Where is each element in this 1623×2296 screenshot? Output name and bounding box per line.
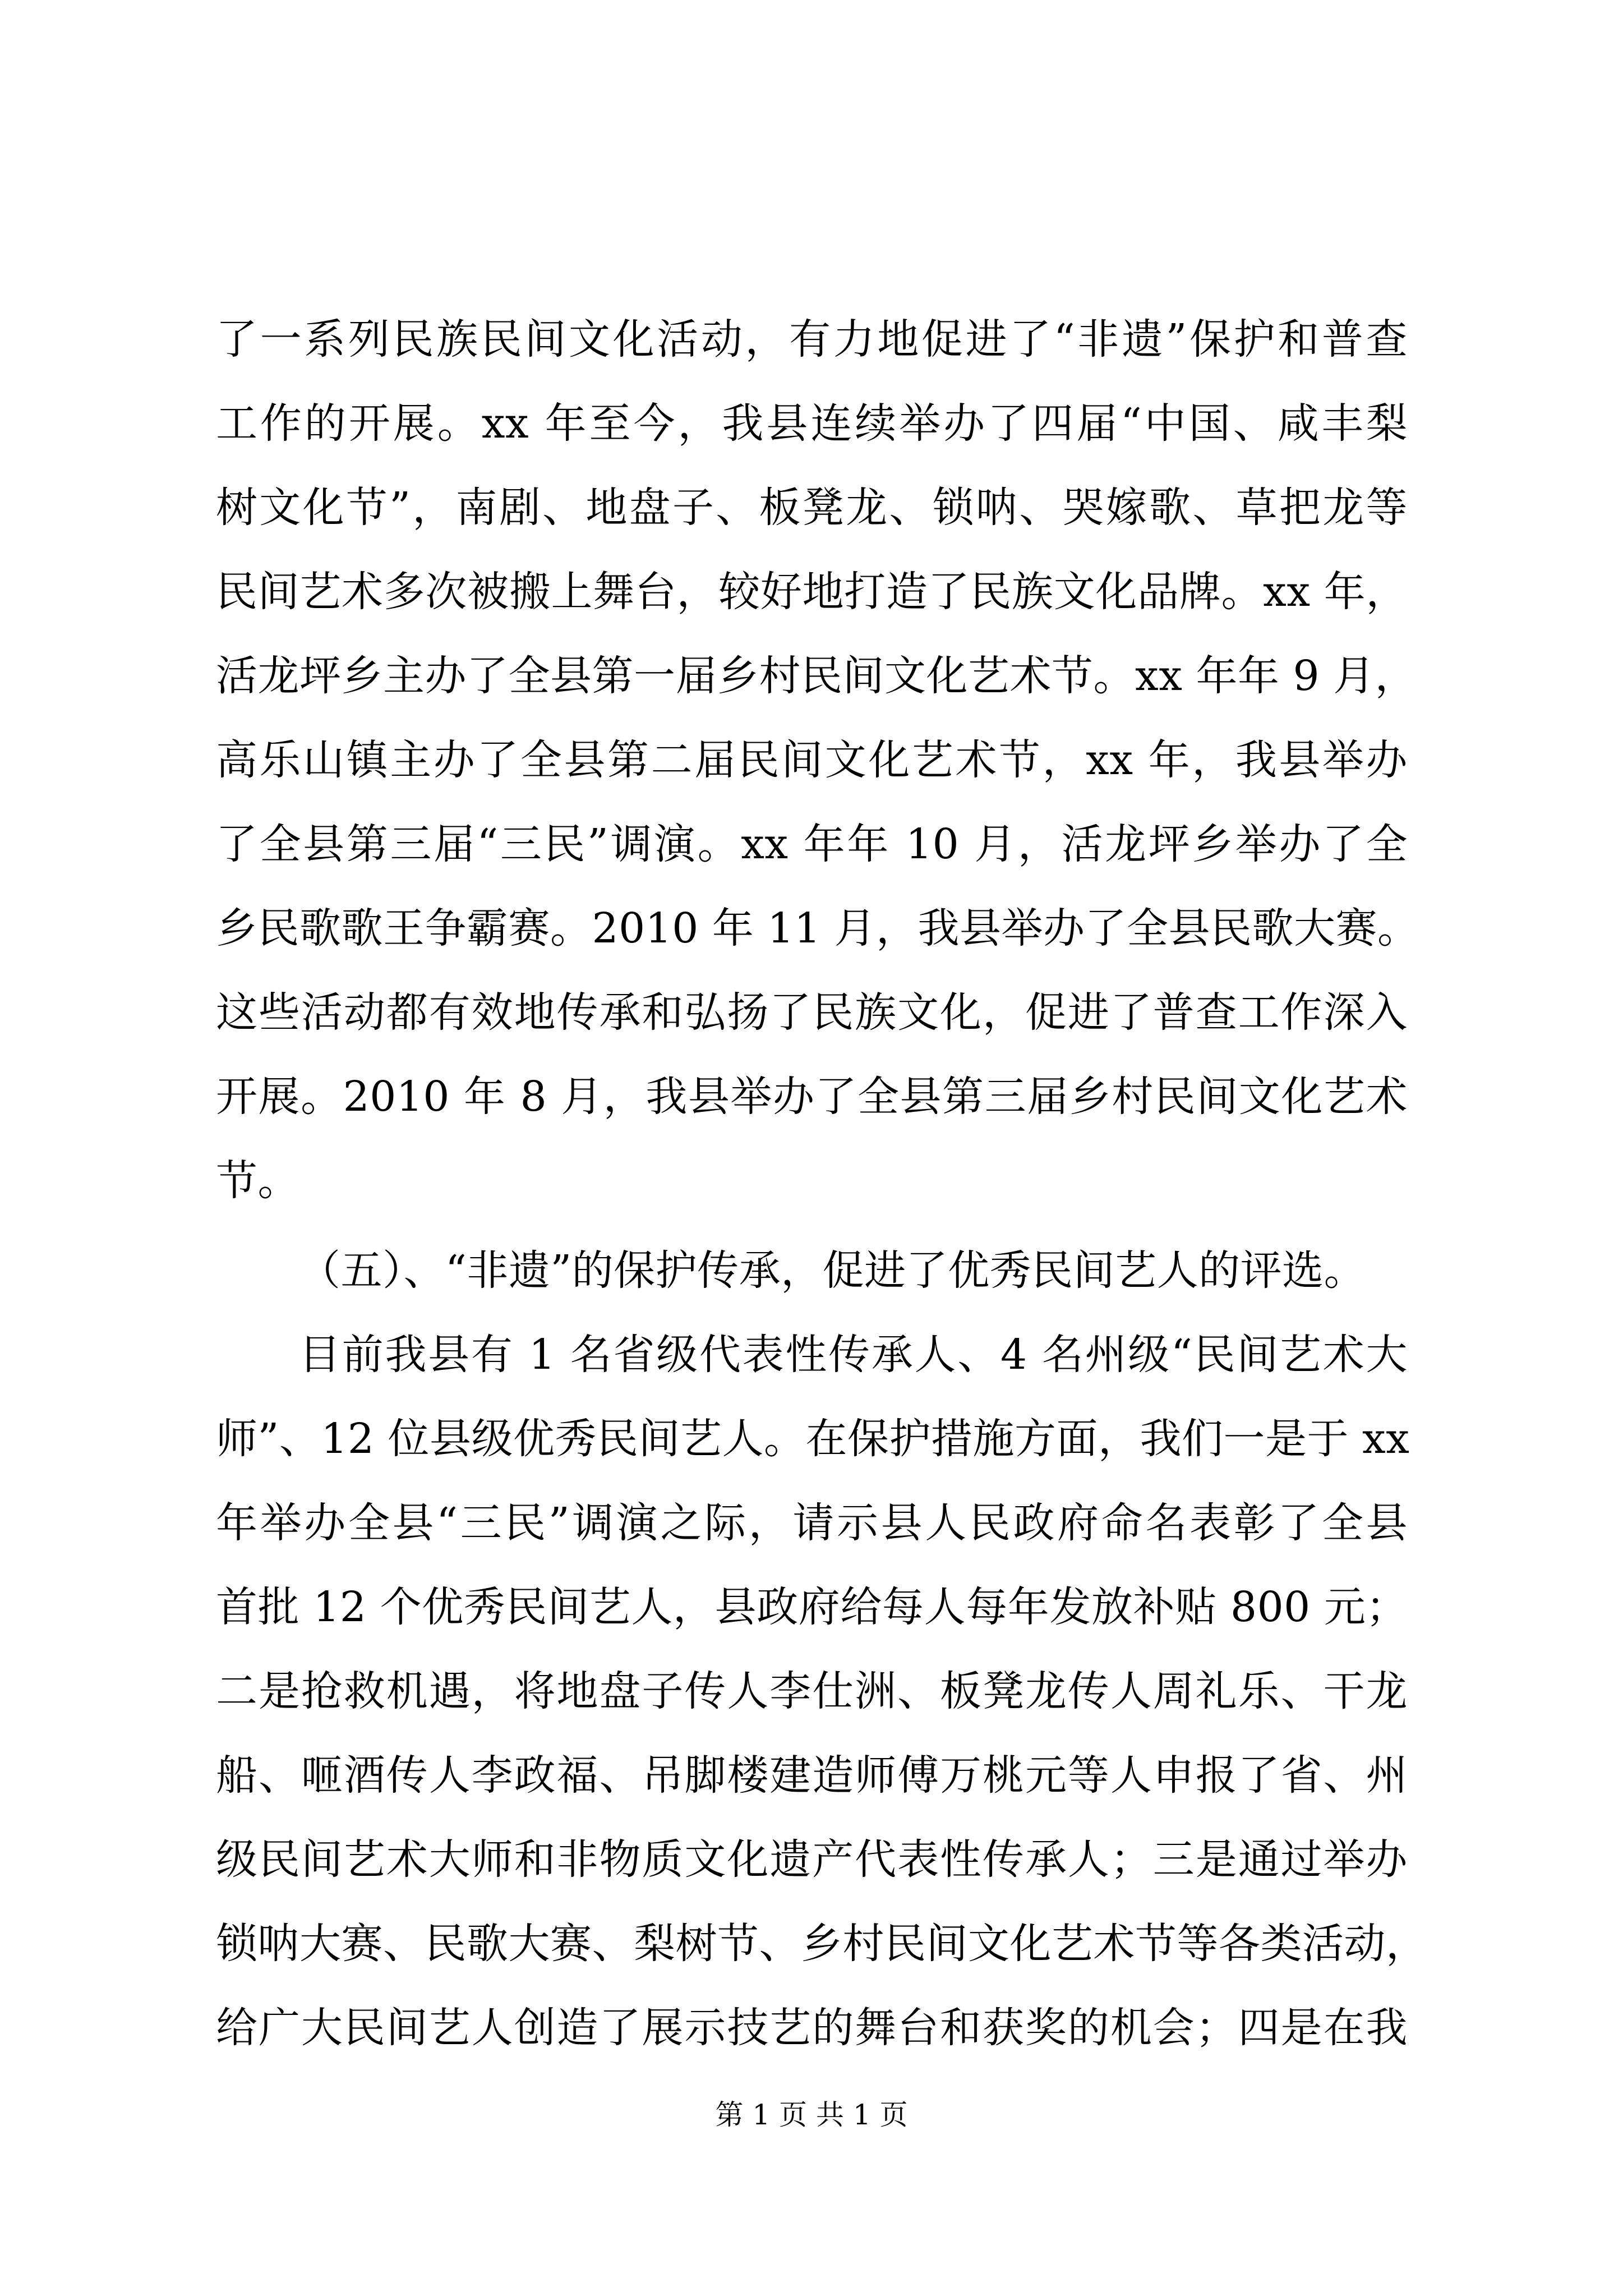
paragraph-line: 目前我县有 1 名省级代表性传承人、4 名州级“民间艺术大 bbox=[299, 1331, 1408, 1379]
paragraph-line: 锁呐大赛、民歌大赛、梨树节、乡村民间文化艺术节等各类活动， bbox=[216, 1920, 1428, 1968]
paragraph-line: 给广大民间艺人创造了展示技艺的舞台和获奖的机会；四是在我 bbox=[216, 2004, 1408, 2052]
paragraph-line: 了全县第三届“三民”调演。xx 年年 10 月，活龙坪乡举办了全 bbox=[216, 820, 1408, 868]
paragraph-line: 开展。2010 年 8 月，我县举办了全县第三届乡村民间文化艺术 bbox=[216, 1073, 1408, 1121]
paragraph-line: 船、咂酒传人李政福、吊脚楼建造师傅万桃元等人申报了省、州 bbox=[216, 1751, 1408, 1800]
paragraph-line: 级民间艺术大师和非物质文化遗产代表性传承人；三是通过举办 bbox=[216, 1835, 1408, 1884]
paragraph-line: 乡民歌歌王争霸赛。2010 年 11 月，我县举办了全县民歌大赛。 bbox=[216, 904, 1419, 953]
paragraph-line: 二是抢救机遇，将地盘子传人李仕洲、板凳龙传人周礼乐、干龙 bbox=[216, 1667, 1408, 1715]
document-body bbox=[216, 297, 1428, 2070]
page-footer: 第 1 页 共 1 页 bbox=[715, 2099, 908, 2131]
paragraph-line: 了一系列民族民间文化活动，有力地促进了“非遗”保护和普查 bbox=[216, 315, 1408, 364]
paragraph-2 bbox=[216, 1313, 1428, 2070]
paragraph-line: 节。 bbox=[216, 1157, 299, 1205]
paragraph-line: 树文化节”，南剧、地盘子、板凳龙、锁呐、哭嫁歌、草把龙等 bbox=[216, 484, 1408, 532]
paragraph-line: 高乐山镇主办了全县第二届民间文化艺术节，xx 年，我县举办 bbox=[216, 736, 1408, 784]
paragraph-line: 年举办全县“三民”调演之际，请示县人民政府命名表彰了全县 bbox=[216, 1499, 1408, 1547]
paragraph-line: 活龙坪乡主办了全县第一届乡村民间文化艺术节。xx 年年 9 月， bbox=[216, 652, 1417, 700]
paragraph-line: 民间艺术多次被搬上舞台，较好地打造了民族文化品牌。xx 年， bbox=[216, 568, 1408, 616]
paragraph-1 bbox=[216, 297, 1419, 1223]
paragraph-line: 师”、12 位县级优秀民间艺人。在保护措施方面，我们一是于 xx bbox=[216, 1415, 1410, 1463]
paragraph-line: 首批 12 个优秀民间艺人，县政府给每人每年发放补贴 800 元； bbox=[216, 1583, 1408, 1631]
paragraph-line: 工作的开展。xx 年至今，我县连续举办了四届“中国、咸丰梨 bbox=[216, 399, 1408, 448]
section-heading: （五）、“非遗”的保护传承，促进了优秀民间艺人的评选。 bbox=[299, 1246, 1366, 1295]
paragraph-line: 这些活动都有效地传承和弘扬了民族文化，促进了普查工作深入 bbox=[216, 988, 1408, 1037]
